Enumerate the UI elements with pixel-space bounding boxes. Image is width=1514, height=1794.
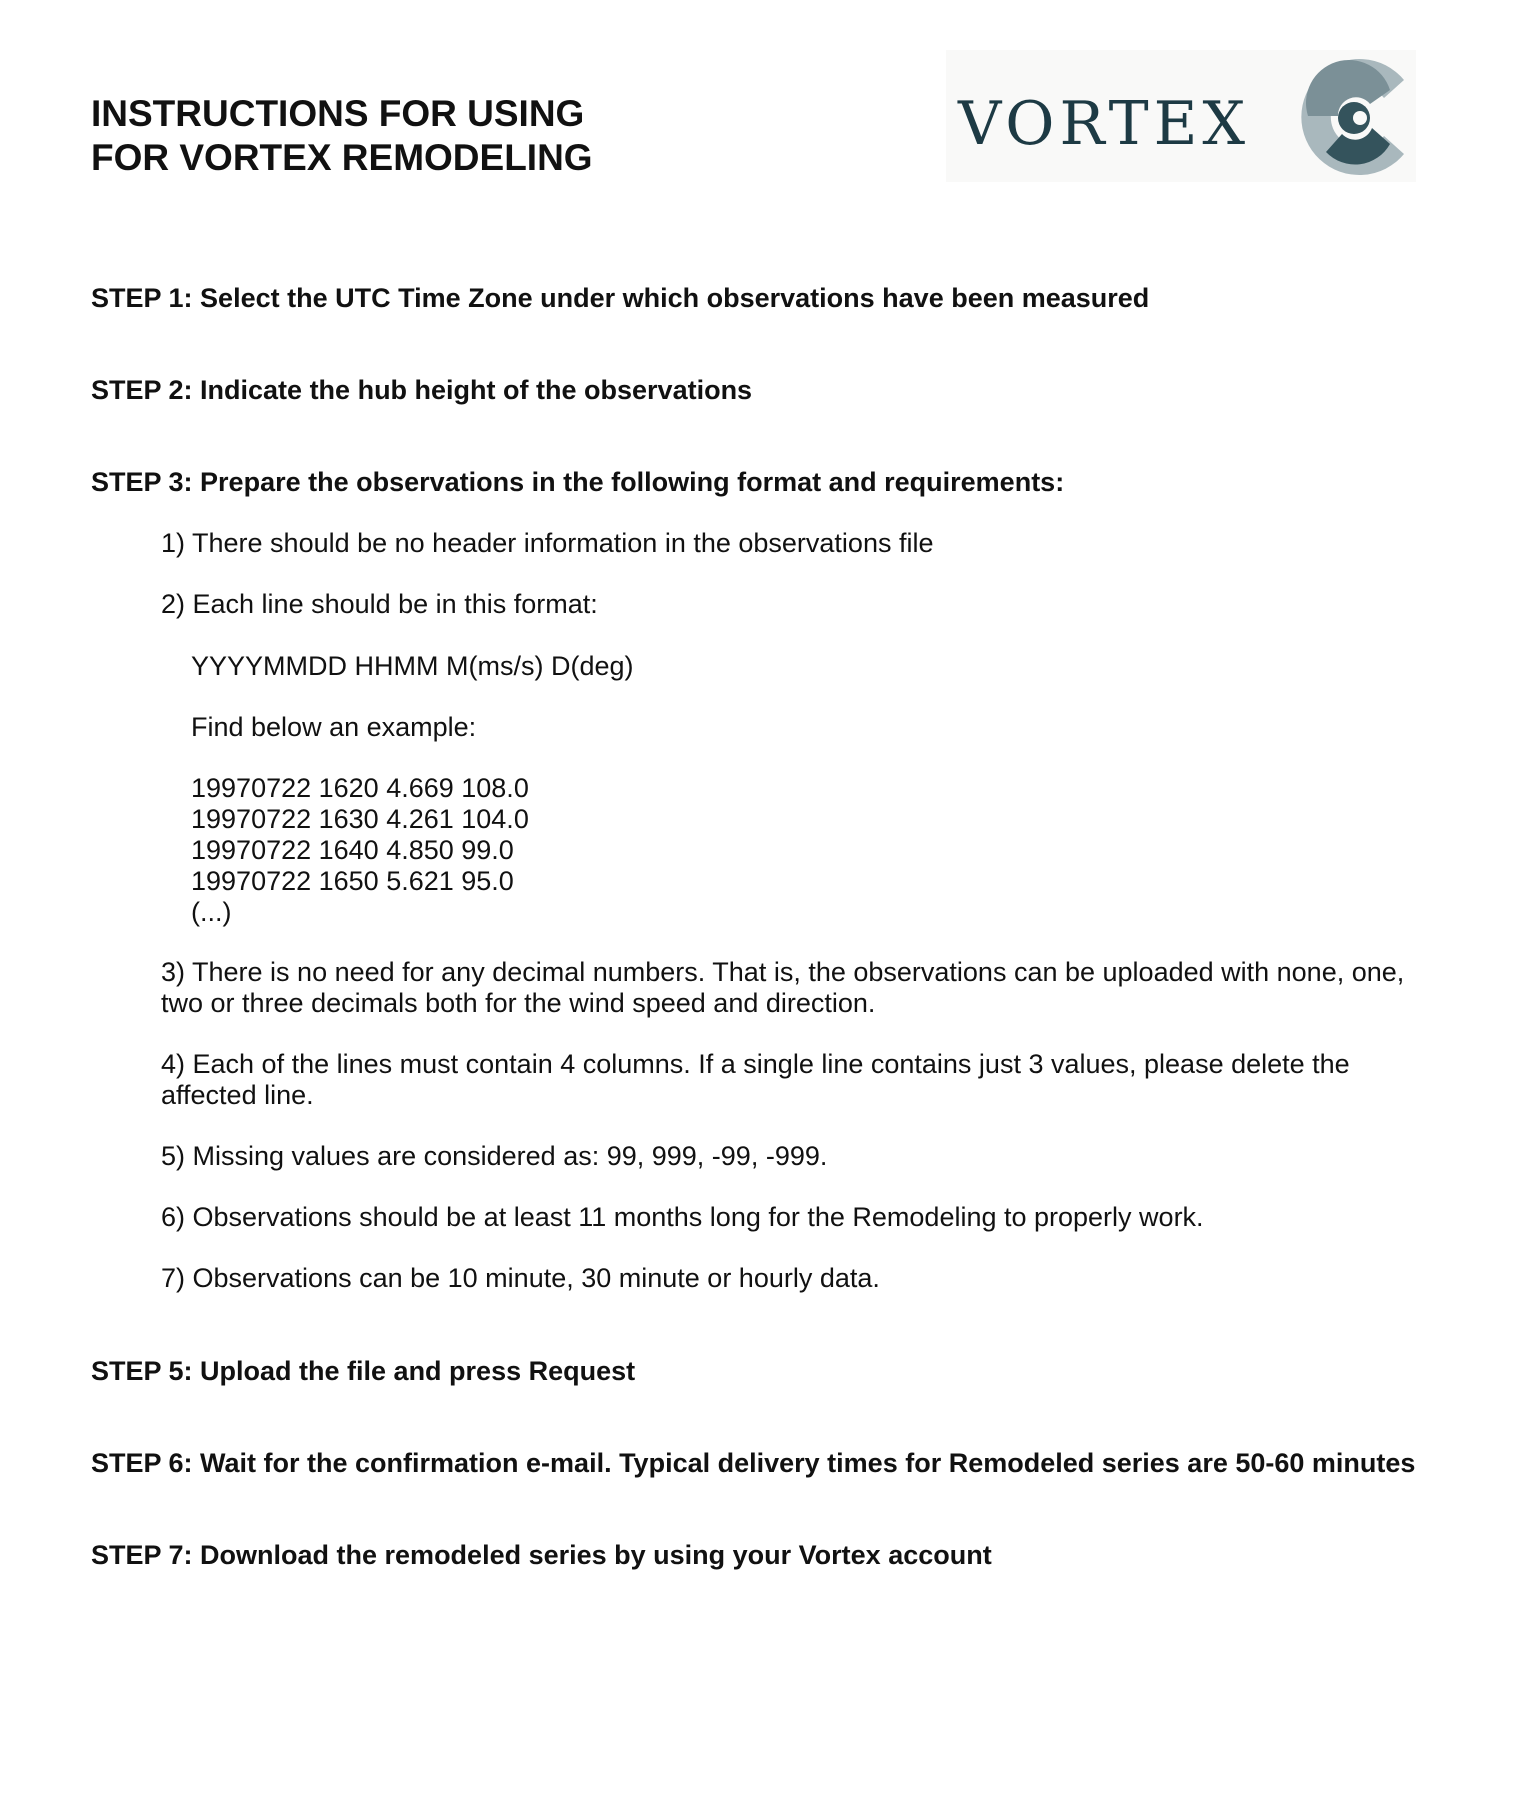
- step-6: STEP 6: Wait for the confirmation e-mail. Typical delivery times for Remodeled series are 50-60 minutes: [91, 1448, 1416, 1478]
- requirement-6: 6) Observations should be at least 11 months long for the Remodeling to properly work.: [161, 1202, 1204, 1232]
- example-line: 19970722 1640 4.850 99.0: [191, 835, 514, 865]
- step-7: STEP 7: Download the remodeled series by using your Vortex account: [91, 1540, 992, 1570]
- requirement-3: 3) There is no need for any decimal numbers. That is, the observations can be uploaded with none, one, two or three decimals both for the wind speed and direction.: [161, 957, 1405, 1018]
- vortex-logo: [946, 50, 1416, 182]
- requirement-1: 1) There should be no header information in the observations file: [161, 528, 934, 558]
- example-intro: Find below an example:: [191, 712, 477, 742]
- requirement-7: 7) Observations can be 10 minute, 30 minute or hourly data.: [161, 1263, 880, 1293]
- example-line: 19970722 1630 4.261 104.0: [191, 804, 529, 834]
- vortex-logo-text: VORTEX: [958, 89, 1251, 159]
- page-title-line-2: FOR VORTEX REMODELING: [91, 137, 593, 178]
- example-data: [191, 773, 529, 928]
- logo-core-hole: [1353, 111, 1367, 125]
- page-title: [91, 92, 593, 180]
- vortex-swirl-icon: [1286, 56, 1416, 178]
- example-line: 19970722 1650 5.621 95.0: [191, 866, 514, 896]
- requirement-2: 2) Each line should be in this format:: [161, 589, 598, 619]
- requirement-5: 5) Missing values are considered as: 99, 999, -99, -999.: [161, 1141, 828, 1171]
- step-1: STEP 1: Select the UTC Time Zone under which observations have been measured: [91, 283, 1150, 313]
- example-line: (...): [191, 897, 232, 927]
- page-title-line-1: INSTRUCTIONS FOR USING: [91, 93, 585, 134]
- example-line: 19970722 1620 4.669 108.0: [191, 773, 529, 803]
- step-3: STEP 3: Prepare the observations in the following format and requirements:: [91, 467, 1065, 497]
- format-line: YYYYMMDD HHMM M(ms/s) D(deg): [191, 651, 634, 681]
- requirement-4: 4) Each of the lines must contain 4 columns. If a single line contains just 3 values, please delete the affected line.: [161, 1049, 1350, 1110]
- step-5: STEP 5: Upload the file and press Request: [91, 1356, 636, 1386]
- step-2: STEP 2: Indicate the hub height of the observations: [91, 375, 753, 405]
